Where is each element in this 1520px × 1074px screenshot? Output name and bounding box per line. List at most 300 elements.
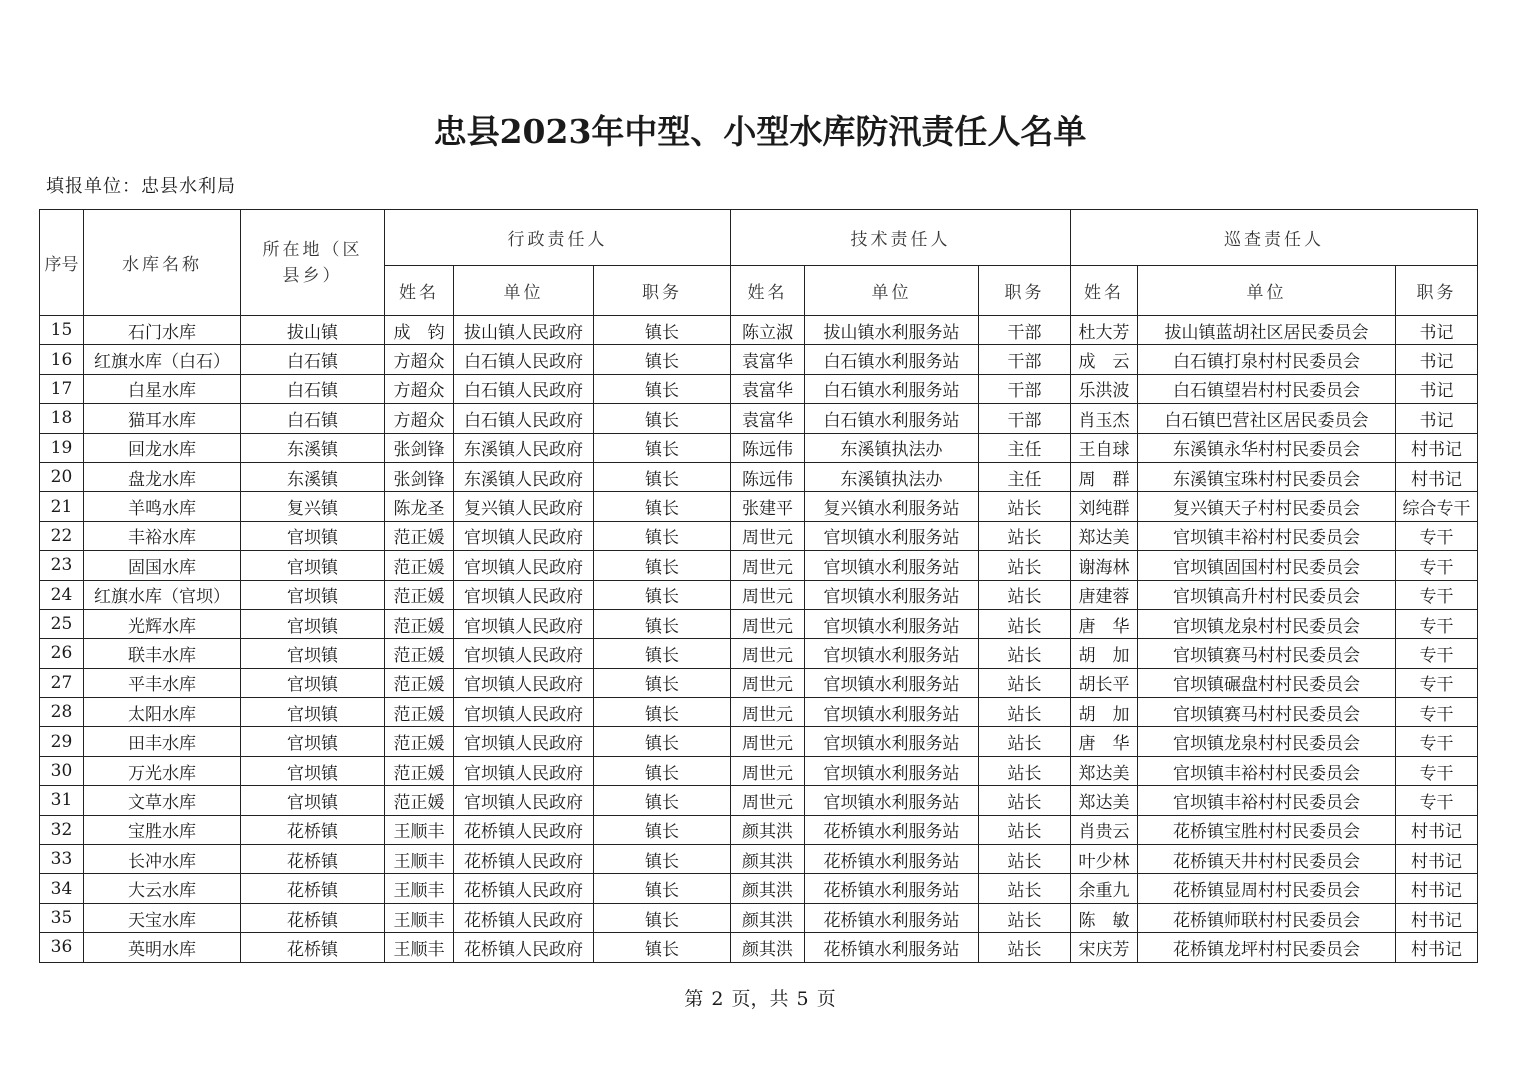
admin-unit-cell: 花桥镇人民政府 [454, 845, 594, 874]
seq-cell: 15 [40, 316, 84, 345]
seq-cell: 22 [40, 521, 84, 550]
tech-name-cell: 颜其洪 [731, 815, 805, 844]
admin-duty-cell: 镇长 [594, 845, 731, 874]
tech-duty-cell: 主任 [979, 462, 1071, 491]
table-row [40, 874, 1478, 903]
tech-duty-cell: 站长 [979, 492, 1071, 521]
admin-unit-cell: 官坝镇人民政府 [454, 727, 594, 756]
table-row [40, 756, 1478, 785]
seq-cell: 31 [40, 786, 84, 815]
patrol-name-cell: 乐洪波 [1071, 374, 1138, 403]
reservoir-name-cell: 固国水库 [84, 551, 241, 580]
patrol-duty-cell: 专干 [1396, 756, 1478, 785]
tech-duty-cell: 干部 [979, 404, 1071, 433]
patrol-duty-cell: 专干 [1396, 580, 1478, 609]
tech-unit-cell: 官坝镇水利服务站 [805, 668, 979, 697]
patrol-unit-cell: 官坝镇丰裕村村民委员会 [1138, 521, 1396, 550]
header-admin-responsible: 行政责任人 [385, 210, 731, 266]
location-cell: 拔山镇 [241, 316, 385, 345]
tech-unit-cell: 花桥镇水利服务站 [805, 903, 979, 932]
tech-duty-cell: 站长 [979, 521, 1071, 550]
patrol-unit-cell: 花桥镇宝胜村村民委员会 [1138, 815, 1396, 844]
admin-name-cell: 王顺丰 [385, 845, 454, 874]
patrol-name-cell: 郑达美 [1071, 521, 1138, 550]
tech-unit-cell: 白石镇水利服务站 [805, 404, 979, 433]
admin-name-cell: 方超众 [385, 404, 454, 433]
patrol-duty-cell: 专干 [1396, 698, 1478, 727]
reservoir-name-cell: 大云水库 [84, 874, 241, 903]
table-row [40, 698, 1478, 727]
admin-name-cell: 王顺丰 [385, 933, 454, 962]
location-cell: 白石镇 [241, 345, 385, 374]
tech-name-cell: 张建平 [731, 492, 805, 521]
seq-cell: 27 [40, 668, 84, 697]
tech-duty-cell: 干部 [979, 374, 1071, 403]
tech-name-cell: 周世元 [731, 521, 805, 550]
location-cell: 东溪镇 [241, 433, 385, 462]
patrol-unit-cell: 东溪镇宝珠村村民委员会 [1138, 462, 1396, 491]
reservoir-name-cell: 联丰水库 [84, 639, 241, 668]
patrol-name-cell: 唐 华 [1071, 727, 1138, 756]
seq-cell: 29 [40, 727, 84, 756]
patrol-duty-cell: 村书记 [1396, 933, 1478, 962]
responsibility-table [39, 209, 1478, 963]
tech-duty-cell: 站长 [979, 874, 1071, 903]
reservoir-name-cell: 文草水库 [84, 786, 241, 815]
location-cell: 白石镇 [241, 404, 385, 433]
patrol-unit-cell: 白石镇巴营社区居民委员会 [1138, 404, 1396, 433]
location-cell: 官坝镇 [241, 609, 385, 638]
patrol-duty-cell: 村书记 [1396, 903, 1478, 932]
tech-name-cell: 周世元 [731, 639, 805, 668]
patrol-duty-cell: 书记 [1396, 316, 1478, 345]
patrol-unit-cell: 花桥镇龙坪村村民委员会 [1138, 933, 1396, 962]
patrol-unit-cell: 花桥镇天井村村民委员会 [1138, 845, 1396, 874]
admin-name-cell: 陈龙圣 [385, 492, 454, 521]
patrol-unit-cell: 花桥镇显周村村民委员会 [1138, 874, 1396, 903]
tech-duty-cell: 站长 [979, 580, 1071, 609]
header-tech-responsible: 技术责任人 [731, 210, 1071, 266]
patrol-name-cell: 肖玉杰 [1071, 404, 1138, 433]
tech-duty-cell: 站长 [979, 933, 1071, 962]
table-row [40, 345, 1478, 374]
tech-name-cell: 周世元 [731, 727, 805, 756]
patrol-unit-cell: 官坝镇丰裕村村民委员会 [1138, 756, 1396, 785]
seq-cell: 23 [40, 551, 84, 580]
location-cell: 花桥镇 [241, 845, 385, 874]
tech-unit-cell: 官坝镇水利服务站 [805, 551, 979, 580]
tech-unit-cell: 官坝镇水利服务站 [805, 786, 979, 815]
patrol-name-cell: 杜大芳 [1071, 316, 1138, 345]
admin-name-cell: 范正媛 [385, 698, 454, 727]
table-row [40, 903, 1478, 932]
tech-duty-cell: 站长 [979, 609, 1071, 638]
patrol-unit-cell: 官坝镇赛马村村民委员会 [1138, 639, 1396, 668]
table-row [40, 433, 1478, 462]
tech-unit-cell: 拔山镇水利服务站 [805, 316, 979, 345]
admin-duty-cell: 镇长 [594, 580, 731, 609]
tech-duty-cell: 主任 [979, 433, 1071, 462]
admin-duty-cell: 镇长 [594, 639, 731, 668]
admin-unit-cell: 白石镇人民政府 [454, 345, 594, 374]
header-patrol-duty: 职务 [1396, 266, 1478, 316]
patrol-name-cell: 王自球 [1071, 433, 1138, 462]
patrol-unit-cell: 官坝镇碾盘村村民委员会 [1138, 668, 1396, 697]
tech-duty-cell: 站长 [979, 786, 1071, 815]
table-row [40, 727, 1478, 756]
admin-duty-cell: 镇长 [594, 786, 731, 815]
location-cell: 官坝镇 [241, 668, 385, 697]
admin-name-cell: 范正媛 [385, 639, 454, 668]
tech-unit-cell: 白石镇水利服务站 [805, 345, 979, 374]
admin-name-cell: 范正媛 [385, 580, 454, 609]
table-row [40, 815, 1478, 844]
page-footer [0, 984, 1520, 1011]
admin-duty-cell: 镇长 [594, 756, 731, 785]
patrol-unit-cell: 白石镇打泉村村民委员会 [1138, 345, 1396, 374]
admin-unit-cell: 官坝镇人民政府 [454, 756, 594, 785]
tech-name-cell: 周世元 [731, 551, 805, 580]
patrol-duty-cell: 专干 [1396, 551, 1478, 580]
admin-unit-cell: 复兴镇人民政府 [454, 492, 594, 521]
tech-name-cell: 颜其洪 [731, 903, 805, 932]
patrol-duty-cell: 村书记 [1396, 845, 1478, 874]
patrol-duty-cell: 专干 [1396, 609, 1478, 638]
patrol-name-cell: 郑达美 [1071, 756, 1138, 785]
admin-duty-cell: 镇长 [594, 903, 731, 932]
tech-unit-cell: 官坝镇水利服务站 [805, 727, 979, 756]
patrol-unit-cell: 官坝镇丰裕村村民委员会 [1138, 786, 1396, 815]
admin-unit-cell: 花桥镇人民政府 [454, 815, 594, 844]
admin-duty-cell: 镇长 [594, 815, 731, 844]
patrol-duty-cell: 专干 [1396, 786, 1478, 815]
location-cell: 官坝镇 [241, 698, 385, 727]
seq-cell: 21 [40, 492, 84, 521]
admin-duty-cell: 镇长 [594, 492, 731, 521]
admin-duty-cell: 镇长 [594, 404, 731, 433]
table-row [40, 316, 1478, 345]
admin-name-cell: 方超众 [385, 374, 454, 403]
patrol-name-cell: 刘纯群 [1071, 492, 1138, 521]
admin-name-cell: 范正媛 [385, 609, 454, 638]
tech-name-cell: 陈远伟 [731, 462, 805, 491]
admin-duty-cell: 镇长 [594, 374, 731, 403]
admin-duty-cell: 镇长 [594, 433, 731, 462]
location-cell: 官坝镇 [241, 786, 385, 815]
footer-middle: 页，共 [731, 988, 789, 1010]
patrol-name-cell: 谢海林 [1071, 551, 1138, 580]
admin-name-cell: 范正媛 [385, 551, 454, 580]
reservoir-name-cell: 石门水库 [84, 316, 241, 345]
reservoir-name-cell: 万光水库 [84, 756, 241, 785]
tech-unit-cell: 官坝镇水利服务站 [805, 580, 979, 609]
location-cell: 官坝镇 [241, 580, 385, 609]
document-title: 忠县2023年中型、小型水库防汛责任人名单 [433, 112, 1087, 151]
reservoir-name-cell: 红旗水库（白石） [84, 345, 241, 374]
header-location: 所在地（区县乡） [241, 210, 385, 316]
admin-duty-cell: 镇长 [594, 727, 731, 756]
table-body [40, 316, 1478, 963]
footer-page-number: 2 [711, 988, 724, 1010]
admin-unit-cell: 白石镇人民政府 [454, 404, 594, 433]
seq-cell: 33 [40, 845, 84, 874]
admin-duty-cell: 镇长 [594, 551, 731, 580]
patrol-name-cell: 陈 敏 [1071, 903, 1138, 932]
reservoir-name-cell: 回龙水库 [84, 433, 241, 462]
patrol-duty-cell: 专干 [1396, 639, 1478, 668]
patrol-name-cell: 宋庆芳 [1071, 933, 1138, 962]
patrol-unit-cell: 官坝镇龙泉村村民委员会 [1138, 609, 1396, 638]
patrol-unit-cell: 东溪镇永华村村民委员会 [1138, 433, 1396, 462]
admin-duty-cell: 镇长 [594, 668, 731, 697]
admin-name-cell: 方超众 [385, 345, 454, 374]
seq-cell: 36 [40, 933, 84, 962]
admin-name-cell: 范正媛 [385, 727, 454, 756]
location-cell: 官坝镇 [241, 639, 385, 668]
seq-cell: 17 [40, 374, 84, 403]
admin-unit-cell: 白石镇人民政府 [454, 374, 594, 403]
tech-unit-cell: 复兴镇水利服务站 [805, 492, 979, 521]
admin-name-cell: 范正媛 [385, 756, 454, 785]
seq-cell: 16 [40, 345, 84, 374]
table-row [40, 580, 1478, 609]
tech-name-cell: 陈远伟 [731, 433, 805, 462]
admin-duty-cell: 镇长 [594, 933, 731, 962]
patrol-duty-cell: 村书记 [1396, 462, 1478, 491]
patrol-unit-cell: 官坝镇龙泉村村民委员会 [1138, 727, 1396, 756]
admin-duty-cell: 镇长 [594, 609, 731, 638]
header-tech-duty: 职务 [979, 266, 1071, 316]
header-patrol-name: 姓名 [1071, 266, 1138, 316]
admin-duty-cell: 镇长 [594, 698, 731, 727]
admin-duty-cell: 镇长 [594, 874, 731, 903]
admin-unit-cell: 花桥镇人民政府 [454, 874, 594, 903]
tech-unit-cell: 花桥镇水利服务站 [805, 874, 979, 903]
location-cell: 复兴镇 [241, 492, 385, 521]
tech-duty-cell: 站长 [979, 698, 1071, 727]
tech-duty-cell: 站长 [979, 668, 1071, 697]
patrol-name-cell: 唐建蓉 [1071, 580, 1138, 609]
patrol-unit-cell: 白石镇望岩村村民委员会 [1138, 374, 1396, 403]
table-row [40, 551, 1478, 580]
admin-name-cell: 王顺丰 [385, 815, 454, 844]
tech-name-cell: 周世元 [731, 786, 805, 815]
seq-cell: 20 [40, 462, 84, 491]
location-cell: 花桥镇 [241, 903, 385, 932]
tech-unit-cell: 官坝镇水利服务站 [805, 609, 979, 638]
footer-total-pages: 5 [796, 988, 809, 1010]
table-row [40, 639, 1478, 668]
tech-duty-cell: 站长 [979, 727, 1071, 756]
reservoir-name-cell: 英明水库 [84, 933, 241, 962]
tech-unit-cell: 官坝镇水利服务站 [805, 698, 979, 727]
table-row [40, 668, 1478, 697]
tech-unit-cell: 花桥镇水利服务站 [805, 933, 979, 962]
reservoir-name-cell: 丰裕水库 [84, 521, 241, 550]
seq-cell: 19 [40, 433, 84, 462]
admin-name-cell: 王顺丰 [385, 874, 454, 903]
location-cell: 官坝镇 [241, 551, 385, 580]
patrol-name-cell: 唐 华 [1071, 609, 1138, 638]
admin-unit-cell: 官坝镇人民政府 [454, 551, 594, 580]
admin-unit-cell: 官坝镇人民政府 [454, 668, 594, 697]
admin-unit-cell: 拔山镇人民政府 [454, 316, 594, 345]
tech-name-cell: 周世元 [731, 580, 805, 609]
table-row [40, 462, 1478, 491]
patrol-name-cell: 成 云 [1071, 345, 1138, 374]
tech-duty-cell: 站长 [979, 815, 1071, 844]
table-row [40, 492, 1478, 521]
patrol-duty-cell: 书记 [1396, 374, 1478, 403]
location-cell: 花桥镇 [241, 815, 385, 844]
reservoir-name-cell: 白星水库 [84, 374, 241, 403]
table-row [40, 933, 1478, 962]
location-cell: 花桥镇 [241, 933, 385, 962]
admin-name-cell: 范正媛 [385, 786, 454, 815]
tech-name-cell: 颜其洪 [731, 874, 805, 903]
patrol-duty-cell: 书记 [1396, 404, 1478, 433]
location-cell: 官坝镇 [241, 756, 385, 785]
patrol-name-cell: 胡 加 [1071, 639, 1138, 668]
header-patrol-unit: 单位 [1138, 266, 1396, 316]
admin-unit-cell: 东溪镇人民政府 [454, 433, 594, 462]
seq-cell: 24 [40, 580, 84, 609]
seq-cell: 34 [40, 874, 84, 903]
tech-unit-cell: 东溪镇执法办 [805, 462, 979, 491]
tech-name-cell: 袁富华 [731, 374, 805, 403]
tech-duty-cell: 干部 [979, 345, 1071, 374]
patrol-unit-cell: 拔山镇蓝胡社区居民委员会 [1138, 316, 1396, 345]
location-cell: 官坝镇 [241, 727, 385, 756]
patrol-unit-cell: 复兴镇天子村村民委员会 [1138, 492, 1396, 521]
reservoir-name-cell: 盘龙水库 [84, 462, 241, 491]
footer-prefix: 第 [684, 988, 704, 1010]
seq-cell: 28 [40, 698, 84, 727]
seq-cell: 18 [40, 404, 84, 433]
tech-unit-cell: 东溪镇执法办 [805, 433, 979, 462]
patrol-unit-cell: 官坝镇赛马村村民委员会 [1138, 698, 1396, 727]
admin-name-cell: 张剑锋 [385, 462, 454, 491]
reservoir-name-cell: 光辉水库 [84, 609, 241, 638]
tech-duty-cell: 站长 [979, 551, 1071, 580]
patrol-unit-cell: 花桥镇师联村村民委员会 [1138, 903, 1396, 932]
seq-cell: 30 [40, 756, 84, 785]
patrol-duty-cell: 村书记 [1396, 874, 1478, 903]
admin-unit-cell: 官坝镇人民政府 [454, 698, 594, 727]
header-tech-unit: 单位 [805, 266, 979, 316]
reservoir-name-cell: 猫耳水库 [84, 404, 241, 433]
admin-unit-cell: 花桥镇人民政府 [454, 903, 594, 932]
table-row [40, 374, 1478, 403]
table-row [40, 521, 1478, 550]
reservoir-name-cell: 长冲水库 [84, 845, 241, 874]
admin-unit-cell: 官坝镇人民政府 [454, 786, 594, 815]
admin-duty-cell: 镇长 [594, 462, 731, 491]
table-row [40, 404, 1478, 433]
tech-name-cell: 周世元 [731, 756, 805, 785]
patrol-duty-cell: 村书记 [1396, 433, 1478, 462]
admin-duty-cell: 镇长 [594, 345, 731, 374]
admin-unit-cell: 东溪镇人民政府 [454, 462, 594, 491]
patrol-duty-cell: 书记 [1396, 345, 1478, 374]
tech-unit-cell: 花桥镇水利服务站 [805, 815, 979, 844]
admin-unit-cell: 官坝镇人民政府 [454, 609, 594, 638]
reservoir-name-cell: 天宝水库 [84, 903, 241, 932]
tech-unit-cell: 官坝镇水利服务站 [805, 639, 979, 668]
patrol-duty-cell: 村书记 [1396, 815, 1478, 844]
footer-suffix: 页 [816, 988, 836, 1010]
patrol-name-cell: 郑达美 [1071, 786, 1138, 815]
tech-name-cell: 袁富华 [731, 404, 805, 433]
location-cell: 东溪镇 [241, 462, 385, 491]
tech-unit-cell: 官坝镇水利服务站 [805, 521, 979, 550]
admin-name-cell: 范正媛 [385, 668, 454, 697]
patrol-name-cell: 肖贵云 [1071, 815, 1138, 844]
seq-cell: 25 [40, 609, 84, 638]
header-reservoir-name: 水库名称 [84, 210, 241, 316]
seq-cell: 26 [40, 639, 84, 668]
table-row [40, 786, 1478, 815]
reservoir-name-cell: 羊鸣水库 [84, 492, 241, 521]
tech-name-cell: 颜其洪 [731, 933, 805, 962]
patrol-unit-cell: 官坝镇高升村村民委员会 [1138, 580, 1396, 609]
patrol-duty-cell: 专干 [1396, 727, 1478, 756]
reservoir-name-cell: 太阳水库 [84, 698, 241, 727]
seq-cell: 32 [40, 815, 84, 844]
location-cell: 官坝镇 [241, 521, 385, 550]
admin-name-cell: 张剑锋 [385, 433, 454, 462]
tech-duty-cell: 站长 [979, 756, 1071, 785]
table-row [40, 845, 1478, 874]
reservoir-name-cell: 宝胜水库 [84, 815, 241, 844]
admin-unit-cell: 官坝镇人民政府 [454, 580, 594, 609]
reservoir-name-cell: 田丰水库 [84, 727, 241, 756]
admin-duty-cell: 镇长 [594, 316, 731, 345]
tech-unit-cell: 白石镇水利服务站 [805, 374, 979, 403]
reservoir-name-cell: 红旗水库（官坝） [84, 580, 241, 609]
patrol-duty-cell: 专干 [1396, 668, 1478, 697]
tech-duty-cell: 站长 [979, 903, 1071, 932]
admin-name-cell: 成 钧 [385, 316, 454, 345]
table-row [40, 609, 1478, 638]
patrol-duty-cell: 专干 [1396, 521, 1478, 550]
tech-name-cell: 颜其洪 [731, 845, 805, 874]
admin-duty-cell: 镇长 [594, 521, 731, 550]
reservoir-name-cell: 平丰水库 [84, 668, 241, 697]
tech-duty-cell: 站长 [979, 639, 1071, 668]
seq-cell: 35 [40, 903, 84, 932]
admin-unit-cell: 官坝镇人民政府 [454, 639, 594, 668]
admin-name-cell: 范正媛 [385, 521, 454, 550]
location-cell: 白石镇 [241, 374, 385, 403]
tech-name-cell: 陈立淑 [731, 316, 805, 345]
tech-unit-cell: 花桥镇水利服务站 [805, 845, 979, 874]
filling-unit: 填报单位：忠县水利局 [46, 176, 236, 197]
tech-name-cell: 周世元 [731, 609, 805, 638]
header-tech-name: 姓名 [731, 266, 805, 316]
header-admin-unit: 单位 [454, 266, 594, 316]
header-patrol-responsible: 巡查责任人 [1071, 210, 1478, 266]
tech-name-cell: 周世元 [731, 698, 805, 727]
tech-name-cell: 周世元 [731, 668, 805, 697]
header-admin-duty: 职务 [594, 266, 731, 316]
tech-name-cell: 袁富华 [731, 345, 805, 374]
header-admin-name: 姓名 [385, 266, 454, 316]
patrol-name-cell: 胡 加 [1071, 698, 1138, 727]
patrol-name-cell: 胡长平 [1071, 668, 1138, 697]
header-seq: 序号 [40, 210, 84, 316]
patrol-name-cell: 叶少林 [1071, 845, 1138, 874]
